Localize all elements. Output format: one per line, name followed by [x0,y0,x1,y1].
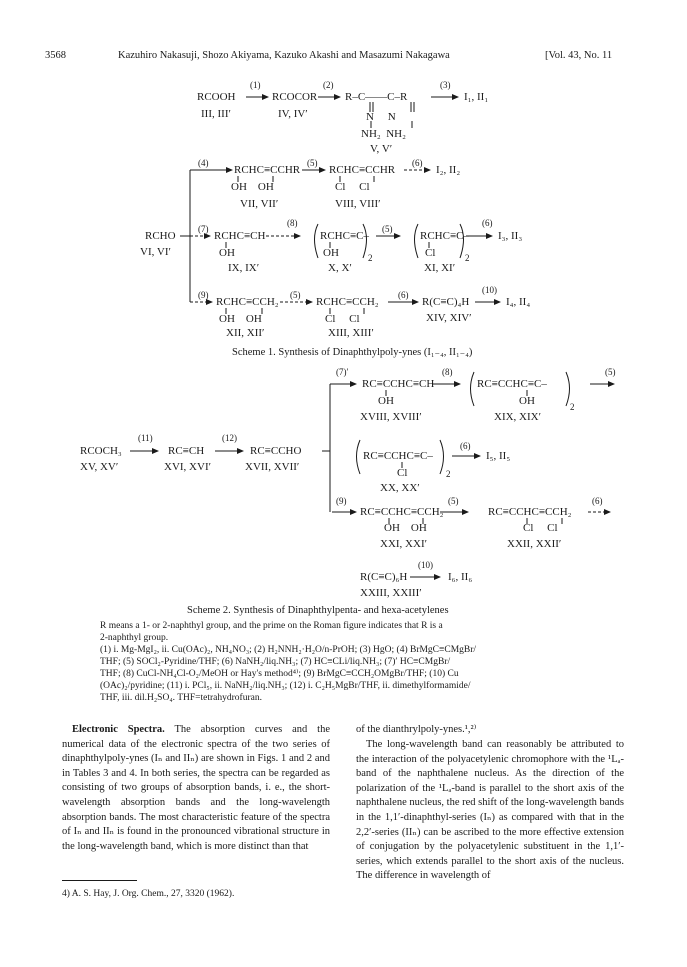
step-5d: (5) [605,367,616,377]
scheme-note-line: R means a 1- or 2-naphthyl group, and the prime on the Roman figure indicates that R is a [100,621,443,631]
right-column-line1: of the dianthrylpoly-ynes.¹,²⁾ [356,724,477,735]
dichloride-xiii-cl: Cl Cl [325,313,360,325]
step-5c: (5) [290,290,301,300]
dichloride-viii: RCHC≡CCHR [329,164,396,176]
rcooh: RCOOH [197,91,236,103]
dichloride-xiii: RCHC≡CCH₂ [316,296,379,308]
step-6d: (6) [460,441,471,451]
step-7prime: (7)′ [336,367,349,377]
volume-info: [Vol. 43, No. 11 [545,50,613,61]
dimer-xx: RC≡CCHC≡C– [363,450,433,462]
dimer-xix-oh: OH [519,395,535,407]
product-i1-ii1: I₁, II₁ [464,91,489,103]
step-9b: (9) [336,496,347,506]
scheme-note-line: (OAc)₂/pyridine; (11) i. PCl₅, ii. NaNH₂/liq.NH₃; (12) i. C₂H₅MgBr/THF, ii. dimethylformamide/ [100,681,471,691]
dichloride-viii-cl: Cl Cl [335,181,370,193]
step-5a: (5) [307,158,318,168]
step-7: (7) [198,224,209,234]
hexayne-xxiii: R(C≡C)₆H [360,571,408,583]
product-i5-ii5: I₅, II₅ [486,450,511,462]
right-column-paragraph: The long-wavelength band can reasonably be attributed to the interaction of the polyacetylenic chromophore with the ¹Lₐ-band of the naphthalene nucleus. As the direction of the polarization of the ¹Lₐ-band is parallel to the short axis of the naphthalene nucleus, the red shift of the long-wavelength bands in the 1,1′-dinaphthyl-series (Iₙ) as compared with that in the 2,2′-series (IIₙ) can be ascribed to the more effective extension of conjugation by the polyacetylenic substituent in the 1,1′-series, which extends parallel to the short axis of the nucleus. The difference in wavelength of [356,739,624,882]
alkynol-ix-oh: OH [219,247,235,259]
step-9: (9) [198,290,209,300]
dimer-x-oh: OH [323,247,339,259]
label-xx: XX, XX′ [380,482,420,494]
dimer-xix-subscript: 2 [570,402,575,412]
label-xix: XIX, XIX′ [494,411,542,423]
label-xvii: XVII, XVII′ [245,461,300,473]
step-6b: (6) [482,218,493,228]
label-xi: XI, XI′ [424,262,456,274]
step-5e: (5) [448,496,459,506]
label-viii: VIII, VIII′ [335,198,381,210]
label-ix: IX, IX′ [228,262,260,274]
scheme-note-line: THF; (5) SOCl₂-Pyridine/THF; (6) NaNH₂/liq.NH₃; (7) HC≡CLi/liq.NH₃; (7)′ HC≡CMgBr/ [100,657,451,667]
dimer-x: RCHC≡C– [320,230,369,242]
scheme-note-line: (1) i. Mg-MgI₂, ii. Cu(OAc)₂, NH₄NO₃; (2) H₂NNH₂·H₂O/n-PrOH; (3) HgO; (4) BrMgC≡CMgBr/ [100,645,477,655]
product-i2-ii2: I₂, II₂ [436,164,461,176]
label-xxii: XXII, XXII′ [507,538,562,550]
diol-vii: RCHC≡CCHR [234,164,301,176]
diyne-xviii: RC≡CCHC≡CH [362,378,435,390]
step-10a: (10) [482,285,497,295]
step-6c: (6) [398,290,409,300]
label-xiv: XIV, XIV′ [426,312,472,324]
step-6a: (6) [412,158,423,168]
dimer-x-subscript: 2 [368,253,373,263]
diol-xxi-oh: OH OH [384,522,427,534]
dimer-xi-subscript: 2 [465,253,470,263]
page-number: 3568 [45,50,66,61]
dimer-xx-subscript: 2 [446,469,451,479]
rcho: RCHO [145,230,176,242]
dimer-xx-cl: Cl [397,467,408,479]
label-xxiii: XXIII, XXIII′ [360,587,422,599]
step-12: (12) [222,433,237,443]
diol-xii-oh: OH OH [219,313,262,325]
product-i3-ii3: I₃, II₃ [498,230,523,242]
scheme2-caption: Scheme 2. Synthesis of Dinaphthylpenta- and hexa-acetylenes [187,605,449,616]
diol-vii-oh: OH OH [231,181,274,193]
hydrazone-nh2: NH₂ NH₂ [361,128,406,140]
scheme-note-line: 2-naphthyl group. [100,633,169,643]
dichloride-xxii-cl: Cl Cl [523,522,558,534]
label-v: V, V′ [370,143,393,155]
hydrazone-n: N N [366,111,396,123]
step-8b: (8) [442,367,453,377]
dichloride-xxii: RC≡CCHC≡CCH₂ [488,506,572,518]
diol-xxi: RC≡CCHC≡CCH₂ [360,506,444,518]
step-10b: (10) [418,560,433,570]
section-heading: Electronic Spectra. [72,724,165,735]
aldehyde-xvii: RC≡CCHO [250,445,302,457]
left-column-text: The absorption curves and the numerical data of the electronic spectra of the two series of dinaphthylpoly-ynes (Iₙ and IIₙ) are shown in Figs. 1 and 2 and in Tables 3 and 4. In both series, the spectra can be regarded as consisting of two groups of absorption bands, i. e., the short-wavelength absorption bands and the long-wavelength absorption bands. The most characteristic feature of the spectra of Iₙ and IIₙ is found in the pronounced vibrational structure in the long-wavelength band, which is more distinct than that [62,724,330,852]
dimer-xi-cl: Cl [425,247,436,259]
scheme1-caption: Scheme 1. Synthesis of Dinaphthylpoly-ynes (I₁₋₄, II₁₋₄) [232,347,473,358]
footnote: 4) A. S. Hay, J. Org. Chem., 27, 3320 (1962). [62,889,235,899]
step-2: (2) [323,80,334,90]
running-authors: Kazuhiro Nakasuji, Shozo Akiyama, Kazuko Akashi and Masazumi Nakagawa [118,50,450,61]
scheme-note-line: THF, iii. dil.H₂SO₄. THF=tetrahydrofuran. [100,693,262,703]
hydrazone-top: R–C——C–R [345,91,408,103]
alkyne-xvi: RC≡CH [168,445,205,457]
step-5b: (5) [382,224,393,234]
product-i6-ii6: I₆, II₆ [448,571,473,583]
label-xv: XV, XV′ [80,461,119,473]
scheme-note-line: THF; (8) CuCl-NH₄Cl-O₂/MeOH or Hay's method⁴⁾; (9) BrMgC≡CCH₂OMgBr/THF; (10) Cu [100,669,459,679]
rcoch3: RCOCH₃ [80,445,122,457]
alkynol-ix: RCHC≡CH [214,230,266,242]
label-iii: III, III′ [201,108,231,120]
label-xxi: XXI, XXI′ [380,538,428,550]
dimer-xix: RC≡CCHC≡C– [477,378,547,390]
label-xviii: XVIII, XVIII′ [360,411,422,423]
label-xvi: XVI, XVI′ [164,461,212,473]
label-xii: XII, XII′ [226,327,265,339]
tetrayne-xiv: R(C≡C)₄H [422,296,470,308]
label-xiii: XIII, XIII′ [328,327,374,339]
footnote-rule [62,880,137,881]
diyne-xviii-oh: OH [378,395,394,407]
step-11: (11) [138,433,153,443]
step-1: (1) [250,80,261,90]
step-8: (8) [287,218,298,228]
diol-xii: RCHC≡CCH₂ [216,296,279,308]
label-vi: VI, VI′ [140,246,171,258]
dimer-xi: RCHC≡C– [420,230,469,242]
step-4: (4) [198,158,209,168]
step-6e: (6) [592,496,603,506]
rcocor: RCOCOR [272,91,318,103]
label-vii: VII, VII′ [240,198,279,210]
label-iv: IV, IV′ [278,108,308,120]
label-x: X, X′ [328,262,352,274]
product-i4-ii4: I₄, II₄ [506,296,531,308]
step-3: (3) [440,80,451,90]
left-column-paragraph [62,723,330,854]
